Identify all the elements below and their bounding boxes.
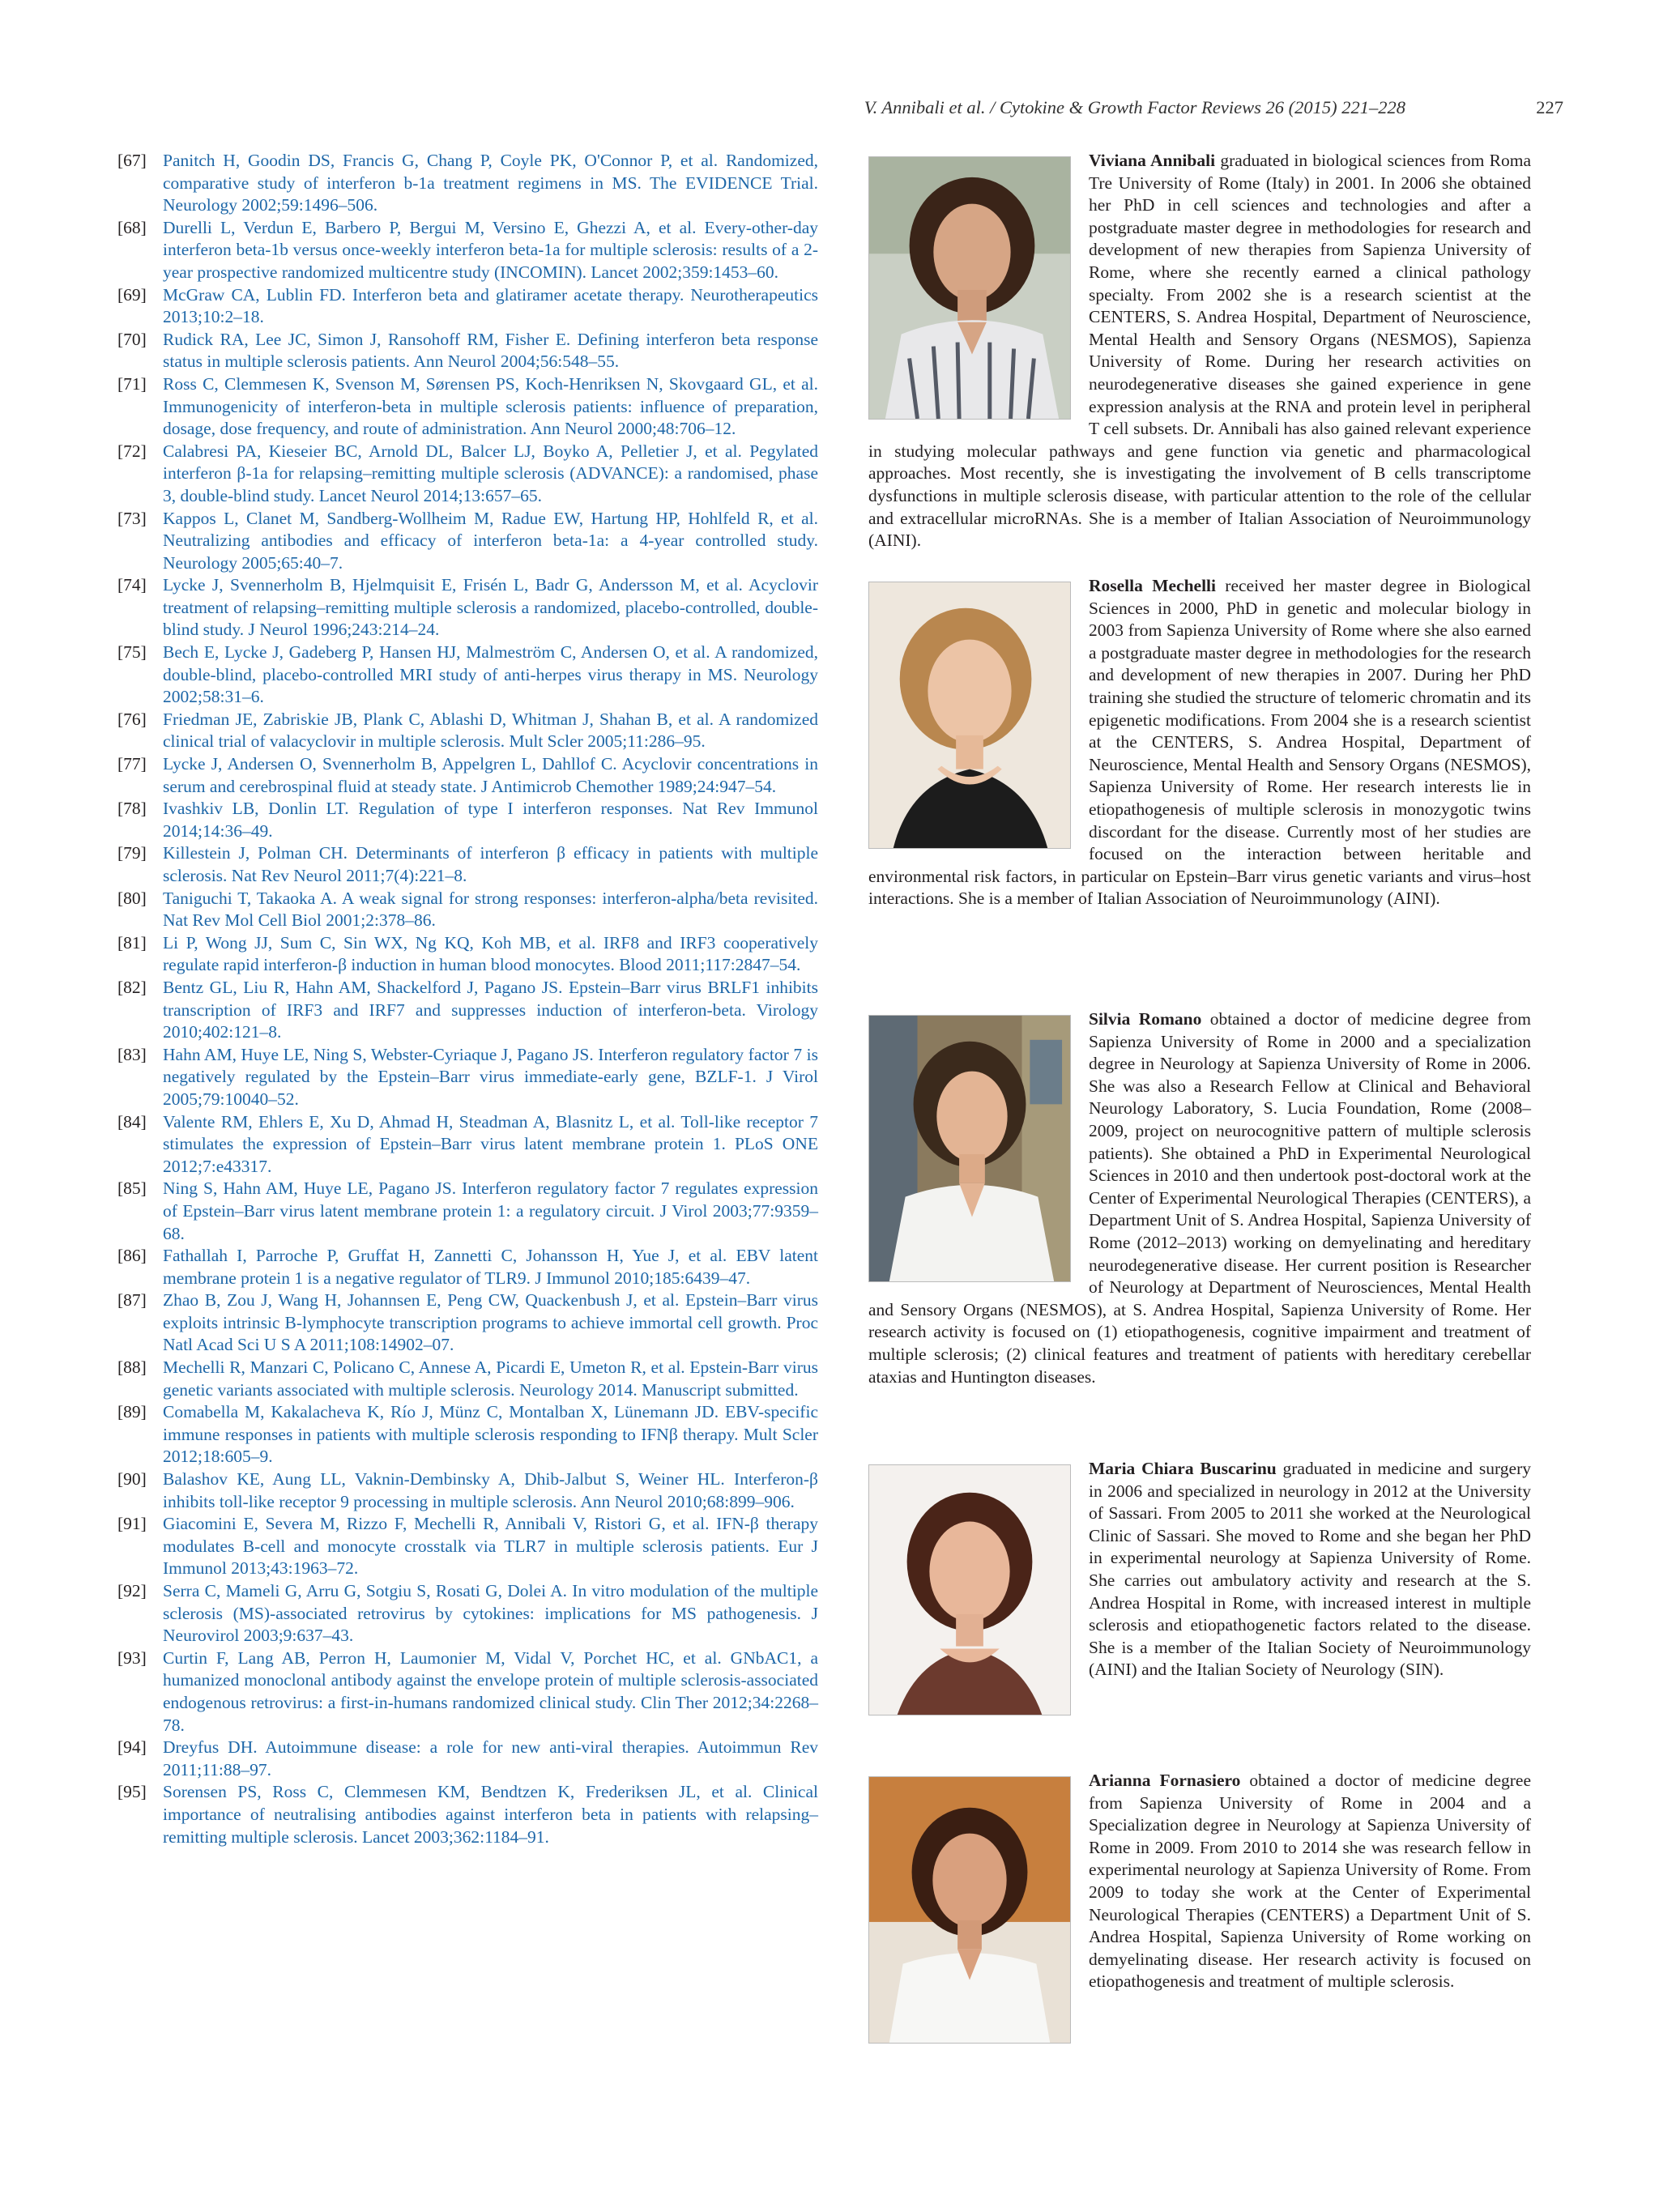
reference-link[interactable]: Friedman JE, Zabriskie JB, Plank C, Ablashi D, Whitman J, Shahan B, et al. A randomized clinical trial of valacyclovir in multiple sclerosis. Mult Scler 2005;11:286–95. xyxy=(163,709,818,752)
reference-number: [69] xyxy=(117,284,147,305)
reference-link[interactable]: Ning S, Hahn AM, Huye LE, Pagano JS. Interferon regulatory factor 7 regulates expression of Epstein–Barr virus latent membrane protein 1: a regulatory circuit. J Virol 2003;77:9359–68. xyxy=(163,1178,818,1243)
reference-link[interactable]: Curtin F, Lang AB, Perron H, Laumonier M, Vidal V, Porchet HC, et al. GNbAC1, a humanized monoclonal antibody against the envelope protein of multiple sclerosis-associated endogenous retrovirus: a first-in-humans randomized clinical study. Clin Ther 2012;34:2268–78. xyxy=(163,1647,818,1735)
author-name: Viviana Annibali xyxy=(1089,151,1216,170)
reference-link[interactable]: Comabella M, Kakalacheva K, Río J, Münz C, Montalban X, Lünemann JD. EBV-specific immune responses in patients with multiple sclerosis responding to IFNβ therapy. Mult Scler 2012;18:605–9. xyxy=(163,1402,818,1467)
reference-link[interactable]: McGraw CA, Lublin FD. Interferon beta and glatiramer acetate therapy. Neurotherapeutics 2013;10:2–18. xyxy=(163,284,818,327)
reference-number: [70] xyxy=(117,329,147,349)
reference-number: [75] xyxy=(117,642,147,663)
reference-link[interactable]: Lycke J, Svennerholm B, Hjelmquisit E, Frisén L, Badr G, Andersson M, et al. Acyclovir treatment of relapsing–remitting multiple sclerosis a randomized, placebo-controlled, double-blind study. J Neurol 1996;243:214–24. xyxy=(163,575,818,640)
author-bio-text: received her master degree in Biological Sciences in 2000, PhD in genetic and molecular biology in 2003 from Sapienza University of Rome where she also earned a postgraduate master degree in methodologies for the research and development of new therapies in 2007. During her PhD training she studied the structure of telomeric chromatin and its epigenetic modifications. From 2004 she is a research scientist at the CENTERS, S. Andrea Hospital, Department of Neuroscience, Mental Health and Sensory Organs (NESMOS), Sapienza University of Rome. Her research interests lie in etiopathogenesis of multiple sclerosis in monozygotic twins discordant for the disease. Currently most of her studies are focused on the interaction between heritable and environmental risk factors, in particular on Epstein–Barr virus genetic variants and virus–host interactions. She is a member of Italian Association of Neuroimmunology (AINI). xyxy=(868,576,1531,909)
reference-link[interactable]: Bentz GL, Liu R, Hahn AM, Shackelford J, Pagano JS. Epstein–Barr virus BRLF1 inhibits transcription of IRF3 and IRF7 and suppresses induction of interferon-beta. Virology 2010;402:121–8. xyxy=(163,977,818,1042)
reference-link[interactable]: Ross C, Clemmesen K, Svenson M, Sørensen PS, Koch-Henriksen N, Skovgaard GL, et al. Immunogenicity of interferon-beta in multiple sclerosis patients: influence of preparation, dosage, dose frequency, and route of administration. Ann Neurol 2000;48:706–12. xyxy=(163,373,818,439)
author-bio-text: obtained a doctor of medicine degree from Sapienza University of Rome in 2000 and a specialization degree in Neurology at Sapienza University of Rome in 2006. She was also a Research Fellow at Clinical and Behavioral Neurology Laboratory, S. Lucia Foundation, Rome (2008–2009, project on neurocognitive pattern of multiple sclerosis patients). She obtained a PhD in Experimental Neurological Sciences in 2010 and then undertook post-doctoral work at the Center of Experimental Neurological Therapies (CENTERS), a Department Unit of S. Andrea Hospital, Sapienza University of Rome (2012–2013) working on demyelinating and hereditary neurodegenerative disease. Her current position is Researcher of Neurology at Department of Neurosciences, Mental Health and Sensory Organs (NESMOS), at S. Andrea Hospital, Sapienza University of Rome. Her research activity is focused on (1) etiopathogenesis, cognitive impairment and treatment of multiple sclerosis; (2) clinical features and treatment of patients with hereditary cerebellar ataxias and Huntington diseases. xyxy=(868,1009,1531,1387)
reference-item xyxy=(117,1289,818,1357)
reference-link[interactable]: Valente RM, Ehlers E, Xu D, Ahmad H, Steadman A, Blasnitz L, et al. Toll-like receptor 7 stimulates the expression of Epstein–Barr virus latent membrane protein 1. PLoS ONE 2012;7:e43317. xyxy=(163,1111,818,1176)
reference-link[interactable]: Taniguchi T, Takaoka A. A weak signal for strong responses: interferon-alpha/beta revisited. Nat Rev Mol Cell Biol 2001;2:378–86. xyxy=(163,888,818,931)
author-photo xyxy=(868,1776,1071,2044)
reference-item xyxy=(117,1647,818,1737)
reference-number: [76] xyxy=(117,709,147,729)
reference-number: [87] xyxy=(117,1290,147,1311)
reference-item xyxy=(117,1044,818,1111)
reference-link[interactable]: Killestein J, Polman CH. Determinants of interferon β efficacy in patients with multiple sclerosis. Nat Rev Neurol 2011;7(4):221–8. xyxy=(163,843,818,885)
author-photo xyxy=(868,582,1071,849)
reference-list xyxy=(117,150,818,1848)
reference-number: [67] xyxy=(117,151,147,170)
author-name: Arianna Fornasiero xyxy=(1089,1771,1241,1790)
reference-item xyxy=(117,1737,818,1781)
author-biographies xyxy=(868,150,1531,2047)
reference-link[interactable]: Bech E, Lycke J, Gadeberg P, Hansen HJ, Malmeström C, Andersen O, et al. A randomized, double-blind, placebo-controlled MRI study of anti-herpes virus therapy in MS. Neurology 2002;58:31–6. xyxy=(163,642,818,707)
reference-item xyxy=(117,842,818,887)
author-bio-text: obtained a doctor of medicine degree from Sapienza University of Rome in 2004 and a Specialization degree in Neurology at Sapienza University of Rome in 2009. From 2010 to 2014 she was research fellow in experimental neurology at Sapienza University of Rome. From 2009 to today she work at the Center of Experimental Neurological Therapies (CENTERS) a Department Unit of S. Andrea Hospital, Sapienza University of Rome working on demyelinating disease. Her research activity is focused on etiopathogenesis and treatment of multiple sclerosis. xyxy=(1089,1771,1531,1992)
reference-item xyxy=(117,508,818,575)
reference-link[interactable]: Balashov KE, Aung LL, Vaknin-Dembinsky A, Dhib-Jalbut S, Weiner HL. Interferon-β inhibits toll-like receptor 9 processing in multiple sclerosis. Ann Neurol 2010;68:899–906. xyxy=(163,1469,818,1511)
reference-item xyxy=(117,284,818,329)
author-bio xyxy=(868,575,1531,1008)
reference-link[interactable]: Serra C, Mameli G, Arru G, Sotgiu S, Rosati G, Dolei A. In vitro modulation of the multiple sclerosis (MS)-associated retrovirus by cytokines: implications for MS pathogenesis. J Neurovirol 2003;9:637–43. xyxy=(163,1581,818,1646)
author-bio-text: graduated in medicine and surgery in 2006 and specialized in neurology in 2012 at the University of Sassari. From 2005 to 2011 she worked at the Neurological Clinic of Sassari. She moved to Rome and she began her PhD in experimental neurology at Sapienza University of Rome. She carries out ambulatory activity and research at the S. Andrea Hospital in Rome, with increased interest in multiple sclerosis and etiopathogenetic factors related to the disease. She is a member of the Italian Society of Neuroimmunology (AINI) and the Italian Society of Neurology (SIN). xyxy=(1089,1459,1531,1680)
reference-item xyxy=(117,709,818,753)
author-name: Maria Chiara Buscarinu xyxy=(1089,1459,1277,1478)
author-name: Silvia Romano xyxy=(1089,1009,1202,1029)
reference-number: [72] xyxy=(117,441,147,461)
author-photo xyxy=(868,1015,1071,1282)
author-name: Rosella Mechelli xyxy=(1089,576,1216,595)
reference-item xyxy=(117,1580,818,1647)
reference-number: [94] xyxy=(117,1737,147,1758)
reference-number: [84] xyxy=(117,1111,147,1132)
reference-number: [77] xyxy=(117,754,147,774)
reference-number: [81] xyxy=(117,932,147,953)
reference-link[interactable]: Kappos L, Clanet M, Sandberg-Wollheim M, Radue EW, Hartung HP, Hohlfeld R, et al. Neutralizing antibodies and efficacy of interferon beta-1a: a 4-year controlled study. Neurology 2005;65:40–7. xyxy=(163,508,818,573)
reference-number: [71] xyxy=(117,373,147,394)
reference-item xyxy=(117,977,818,1044)
reference-item xyxy=(117,1513,818,1580)
reference-number: [83] xyxy=(117,1044,147,1064)
reference-number: [95] xyxy=(117,1782,147,1802)
reference-item xyxy=(117,1245,818,1289)
reference-link[interactable]: Lycke J, Andersen O, Svennerholm B, Appelgren L, Dahllof C. Acyclovir concentrations in serum and cerebrospinal fluid at steady state. J Antimicrob Chemother 1989;24:947–54. xyxy=(163,754,818,796)
reference-link[interactable]: Durelli L, Verdun E, Barbero P, Bergui M, Versino E, Ghezzi A, et al. Every-other-day interferon beta-1b versus once-weekly interferon beta-1a for multiple sclerosis: results of a 2-year prospective randomized multicentre study (INCOMIN). Lancet 2002;359:1453–60. xyxy=(163,217,818,282)
reference-item xyxy=(117,441,818,508)
author-bio xyxy=(868,150,1531,575)
reference-link[interactable]: Zhao B, Zou J, Wang H, Johannsen E, Peng CW, Quackenbush J, et al. Epstein–Barr virus exploits intrinsic B-lymphocyte transcription programs to achieve immortal cell growth. Proc Natl Acad Sci U S A 2011;108:14902–07. xyxy=(163,1290,818,1355)
reference-link[interactable]: Ivashkiv LB, Donlin LT. Regulation of type I interferon responses. Nat Rev Immunol 2014;14:36–49. xyxy=(163,799,818,841)
author-photo xyxy=(868,156,1071,420)
journal-citation: V. Annibali et al. / Cytokine & Growth Factor Reviews 26 (2015) 221–228 xyxy=(864,97,1405,117)
author-photo xyxy=(868,1464,1071,1715)
reference-link[interactable]: Panitch H, Goodin DS, Francis G, Chang P, Coyle PK, O'Connor P, et al. Randomized, comparative study of interferon b-1a treatment regimens in MS. The EVIDENCE Trial. Neurology 2002;59:1496–506. xyxy=(163,151,818,215)
reference-number: [73] xyxy=(117,508,147,528)
reference-number: [90] xyxy=(117,1469,147,1490)
author-bio-text: graduated in biological sciences from Roma Tre University of Rome (Italy) in 2001. In 2006 she obtained her PhD in cell sciences and technologies and after a postgraduate master degree in methodologies for research and development of new therapies from Sapienza University of Rome, where she recently earned a clinical pathology specialty. From 2002 she is a research scientist at the CENTERS, S. Andrea Hospital, Department of Neuroscience, Mental Health and Sensory Organs (NESMOS), Sapienza University of Rome. During her research activities on neurodegenerative diseases she gained experience in gene expression analysis at the RNA and protein level in peripheral T cell subsets. Dr. Annibali has also gained relevant experience in studying molecular pathways and gene function via genetic and pharmacological approaches. Most recently, she is investigating the involvement of B cells transcriptome dysfunctions in multiple sclerosis disease, with particular attention to the role of the cellular and extracellular microRNAs. She is a member of Italian Association of Neuroimmunology (AINI). xyxy=(868,151,1532,551)
reference-number: [79] xyxy=(117,843,147,863)
reference-number: [88] xyxy=(117,1357,147,1378)
author-bio xyxy=(868,1458,1531,1770)
reference-number: [92] xyxy=(117,1581,147,1600)
reference-item xyxy=(117,888,818,932)
author-bio xyxy=(868,1008,1531,1458)
page-number: 227 xyxy=(1536,97,1563,117)
reference-number: [93] xyxy=(117,1647,147,1668)
reference-item xyxy=(117,753,818,798)
reference-item xyxy=(117,574,818,641)
reference-item xyxy=(117,1781,818,1848)
reference-number: [68] xyxy=(117,217,147,237)
reference-item xyxy=(117,373,818,441)
reference-link[interactable]: Dreyfus DH. Autoimmune disease: a role for new anti-viral therapies. Autoimmun Rev 2011;11:88–97. xyxy=(163,1737,818,1779)
reference-item xyxy=(117,1357,818,1401)
reference-link[interactable]: Giacomini E, Severa M, Rizzo F, Mechelli R, Annibali V, Ristori G, et al. IFN-β therapy modulates B-cell and monocyte crosstalk via TLR7 in multiple sclerosis patients. Eur J Immunol 2013;43:1963–72. xyxy=(163,1514,818,1579)
reference-link[interactable]: Li P, Wong JJ, Sum C, Sin WX, Ng KQ, Koh MB, et al. IRF8 and IRF3 cooperatively regulate rapid interferon-β induction in human blood monocytes. Blood 2011;117:2847–54. xyxy=(163,932,818,975)
reference-link[interactable]: Rudick RA, Lee JC, Simon J, Ransohoff RM, Fisher E. Defining interferon beta response status in multiple sclerosis patients. Ann Neurol 2004;56:548–55. xyxy=(163,329,818,372)
reference-number: [89] xyxy=(117,1402,147,1422)
reference-item xyxy=(117,1111,818,1178)
page-header xyxy=(117,97,1563,130)
reference-number: [74] xyxy=(117,575,147,595)
reference-item xyxy=(117,798,818,842)
reference-item xyxy=(117,1401,818,1468)
author-bio xyxy=(868,1770,1531,2045)
reference-item xyxy=(117,641,818,709)
reference-number: [82] xyxy=(117,977,147,997)
reference-item xyxy=(117,932,818,977)
reference-link[interactable]: Calabresi PA, Kieseier BC, Arnold DL, Balcer LJ, Boyko A, Pelletier J, et al. Pegylated interferon β-1a for relapsing–remitting multiple sclerosis (ADVANCE): a randomised, phase 3, double-blind study. Lancet Neurol 2014;13:657–65. xyxy=(163,441,818,505)
reference-link[interactable]: Fathallah I, Parroche P, Gruffat H, Zannetti C, Johansson H, Yue J, et al. EBV latent membrane protein 1 is a negative regulator of TLR9. J Immunol 2010;185:6439–47. xyxy=(163,1246,818,1288)
reference-item xyxy=(117,329,818,373)
reference-number: [80] xyxy=(117,888,147,908)
reference-item xyxy=(117,150,818,217)
reference-link[interactable]: Sorensen PS, Ross C, Clemmesen KM, Bendtzen K, Frederiksen JL, et al. Clinical importance of neutralising antibodies against interferon beta in patients with relapsing–remitting multiple sclerosis. Lancet 2003;362:1184–91. xyxy=(163,1782,818,1847)
reference-number: [86] xyxy=(117,1246,147,1266)
reference-number: [91] xyxy=(117,1514,147,1534)
reference-link[interactable]: Hahn AM, Huye LE, Ning S, Webster-Cyriaque J, Pagano JS. Interferon regulatory factor 7 is negatively regulated by the Epstein–Barr virus immediate-early gene, BZLF-1. J Virol 2005;79:10040–52. xyxy=(163,1044,818,1109)
reference-link[interactable]: Mechelli R, Manzari C, Policano C, Annese A, Picardi E, Umeton R, et al. Epstein-Barr virus genetic variants associated with multiple sclerosis. Neurology 2014. Manuscript submitted. xyxy=(163,1357,818,1400)
reference-item xyxy=(117,217,818,284)
reference-item xyxy=(117,1468,818,1513)
reference-item xyxy=(117,1178,818,1245)
reference-number: [85] xyxy=(117,1178,147,1199)
reference-number: [78] xyxy=(117,799,147,819)
